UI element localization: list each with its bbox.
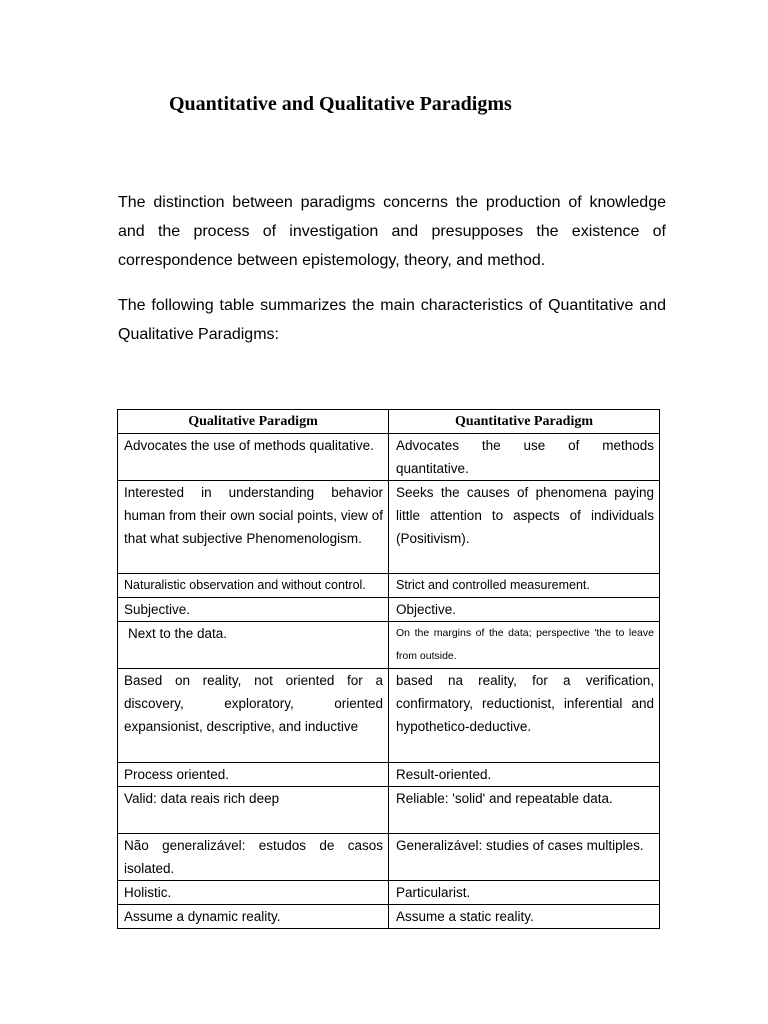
quantitative-cell: Strict and controlled measurement. <box>396 578 590 592</box>
quantitative-cell: On the margins of the data; perspective 'the to leave from outside. <box>396 627 654 662</box>
table-row <box>118 763 660 787</box>
qualitative-cell: Advocates the use of methods qualitative. <box>124 438 374 453</box>
quantitative-cell: Result-oriented. <box>396 767 492 782</box>
quantitative-cell: Assume a static reality. <box>396 909 534 924</box>
quantitative-cell: Reliable: 'solid' and repeatable data. <box>396 791 613 806</box>
table-row <box>118 574 660 598</box>
qualitative-cell: Based on reality, not oriented for a discovery, exploratory, oriented expansionist, descriptive, and inductive <box>124 673 383 734</box>
qualitative-cell: Não generalizável: estudos de casos isolated. <box>124 838 383 876</box>
intro-paragraph: The distinction between paradigms concerns the production of knowledge and the process of investigation and presupposes the existence of correspondence between epistemology, theory, and method. <box>118 194 666 269</box>
qualitative-cell: Subjective. <box>124 602 191 617</box>
table-row <box>118 434 660 481</box>
table-row <box>118 598 660 622</box>
header-quantitative: Quantitative Paradigm <box>389 410 660 434</box>
quantitative-cell: Seeks the causes of phenomena paying little attention to aspects of individuals (Positivism). <box>396 485 654 546</box>
qualitative-cell: Next to the data. <box>128 626 228 641</box>
quantitative-cell: Generalizável: studies of cases multiples. <box>396 838 644 853</box>
quantitative-cell: based na reality, for a verification, confirmatory, reductionist, inferential and hypothetico-deductive. <box>396 673 654 734</box>
qualitative-cell: Naturalistic observation and without control. <box>124 578 366 592</box>
page-title: Quantitative and Qualitative Paradigms <box>169 93 512 115</box>
table-row <box>118 881 660 905</box>
quantitative-cell: Particularist. <box>396 885 471 900</box>
quantitative-cell: Advocates the use of methods quantitative. <box>396 438 654 476</box>
table-row <box>118 905 660 929</box>
table-header-row <box>118 410 660 434</box>
table-row <box>118 787 660 834</box>
qualitative-cell: Holistic. <box>124 885 172 900</box>
quantitative-cell: Objective. <box>396 602 457 617</box>
table-row <box>118 622 660 669</box>
qualitative-cell: Assume a dynamic reality. <box>124 909 281 924</box>
table-intro-paragraph: The following table summarizes the main characteristics of Quantitative and Qualitative Paradigms: <box>118 297 666 343</box>
header-qualitative: Qualitative Paradigm <box>118 410 389 434</box>
qualitative-cell: Interested in understanding behavior human from their own social points, view of that what subjective Phenomenologism. <box>124 485 383 546</box>
table-row <box>118 669 660 763</box>
qualitative-cell: Valid: data reais rich deep <box>124 791 280 806</box>
table-row <box>118 481 660 574</box>
table-row <box>118 834 660 881</box>
qualitative-cell: Process oriented. <box>124 767 230 782</box>
paradigms-table <box>117 409 660 929</box>
